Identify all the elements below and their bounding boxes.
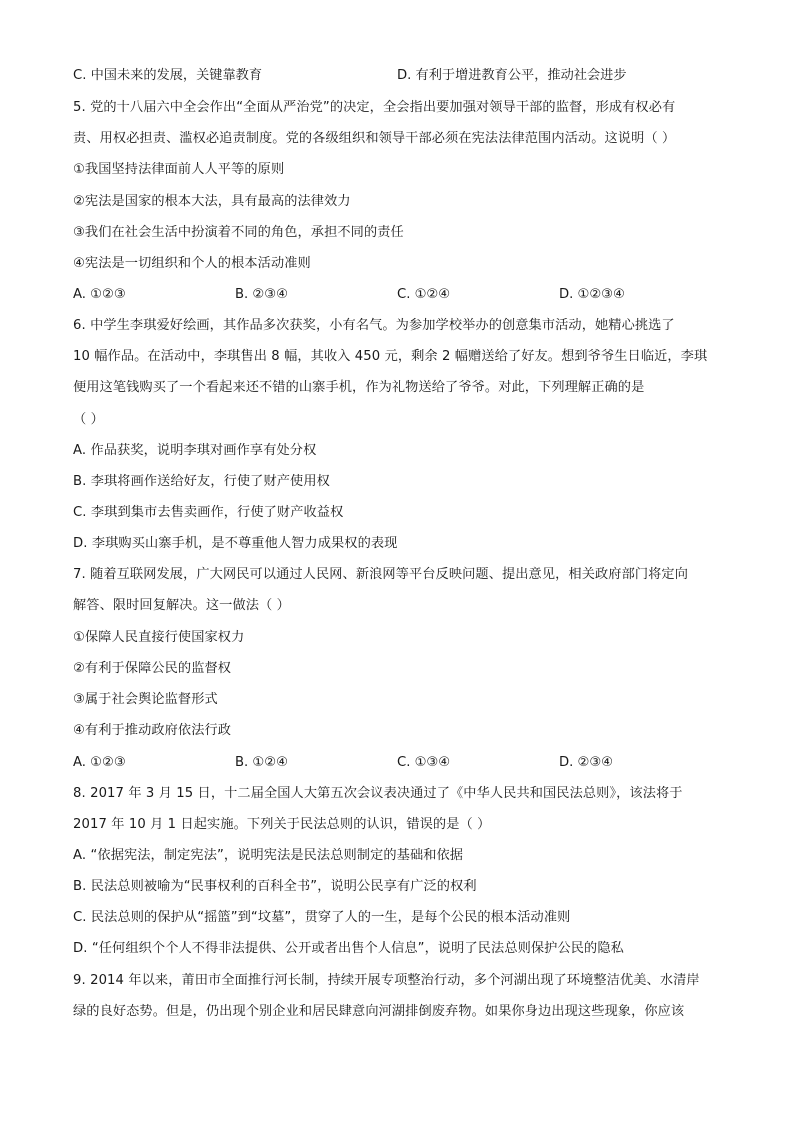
q8-stem-line-2: 2017 年 10 月 1 日起实施。下列关于民法总则的认识，错误的是（ ） xyxy=(73,817,491,832)
q8-stem-line-1: 8. 2017 年 3 月 15 日，十二届全国人大第五次会议表决通过了《中华人民共和国民法总则》，该法将于 xyxy=(73,786,683,801)
q6-choice-a: A. 作品获奖，说明李琪对画作享有处分权 xyxy=(73,443,317,458)
q7-item-2: ②有利于保障公民的监督权 xyxy=(73,661,232,676)
q5-item-1: ①我国坚持法律面前人人平等的原则 xyxy=(73,162,285,177)
q7-choice-b: B. ①②④ xyxy=(235,755,288,770)
q5-item-2: ②宪法是国家的根本大法，具有最高的法律效力 xyxy=(73,194,351,209)
q5-choice-c: C. ①②④ xyxy=(397,287,451,302)
q6-stem-line-2: 10 幅作品。在活动中，李琪售出 8 幅，其收入 450 元，剩余 2 幅赠送给了好友。想到爷爷生日临近，李琪 xyxy=(73,349,708,364)
q5-choice-a: A. ①②③ xyxy=(73,287,126,302)
q7-stem-line-2: 解答、限时回复解决。这一做法（ ） xyxy=(73,598,290,613)
q4-option-d: D. 有利于增进教育公平，推动社会进步 xyxy=(397,68,627,83)
q7-choice-c: C. ①③④ xyxy=(397,755,451,770)
q5-choice-d: D. ①②③④ xyxy=(559,287,625,302)
q6-choice-d: D. 李琪购买山寨手机，是不尊重他人智力成果权的表现 xyxy=(73,536,398,551)
q5-choice-b: B. ②③④ xyxy=(235,287,288,302)
q6-stem-line-4: （ ） xyxy=(73,412,104,427)
q5-item-3: ③我们在社会生活中扮演着不同的角色，承担不同的责任 xyxy=(73,225,404,240)
q9-stem-line-1: 9. 2014 年以来，莆田市全面推行河长制，持续开展专项整治行动，多个河湖出现了环境整洁优美、水清岸 xyxy=(73,973,700,988)
q8-choice-a: A. “依据宪法，制定宪法”，说明宪法是民法总则制定的基础和依据 xyxy=(73,848,464,863)
q5-stem-line-2: 责、用权必担责、滥权必追责制度。党的各级组织和领导干部必须在宪法法律范围内活动。这说明（ ） xyxy=(73,131,676,146)
q6-stem-line-3: 便用这笔钱购买了一个看起来还不错的山寨手机，作为礼物送给了爷爷。对此，下列理解正确的是 xyxy=(73,380,645,395)
q9-stem-line-2: 绿的良好态势。但是，仍出现个别企业和居民肆意向河湖排倒废弃物。如果你身边出现这些现象，你应该 xyxy=(73,1004,685,1019)
q7-item-1: ①保障人民直接行使国家权力 xyxy=(73,630,245,645)
q8-choice-c: C. 民法总则的保护从“摇篮”到“坟墓”，贯穿了人的一生，是每个公民的根本活动准则 xyxy=(73,910,571,925)
q7-choice-a: A. ①②③ xyxy=(73,755,126,770)
q7-choice-d: D. ②③④ xyxy=(559,755,614,770)
q7-stem-line-1: 7. 随着互联网发展，广大网民可以通过人民网、新浪网等平台反映问题、提出意见，相关政府部门将定向 xyxy=(73,567,689,582)
q8-choice-b: B. 民法总则被喻为“民事权利的百科全书”，说明公民享有广泛的权利 xyxy=(73,879,477,894)
q6-stem-line-1: 6. 中学生李琪爱好绘画，其作品多次获奖，小有名气。为参加学校举办的创意集市活动，她精心挑选了 xyxy=(73,318,675,333)
q6-choice-c: C. 李琪到集市去售卖画作，行使了财产收益权 xyxy=(73,505,344,520)
q5-stem-line-1: 5. 党的十八届六中全会作出“全面从严治党”的决定，全会指出要加强对领导干部的监督，形成有权必有 xyxy=(73,100,676,115)
q4-option-c: C. 中国未来的发展，关键靠教育 xyxy=(73,68,263,83)
q7-item-3: ③属于社会舆论监督形式 xyxy=(73,692,218,707)
q7-item-4: ④有利于推动政府依法行政 xyxy=(73,723,232,738)
q5-item-4: ④宪法是一切组织和个人的根本活动准则 xyxy=(73,256,311,271)
q8-choice-d: D. “任何组织个个人不得非法提供、公开或者出售个人信息”，说明了民法总则保护公民的隐私 xyxy=(73,941,624,956)
q6-choice-b: B. 李琪将画作送给好友，行使了财产使用权 xyxy=(73,474,330,489)
